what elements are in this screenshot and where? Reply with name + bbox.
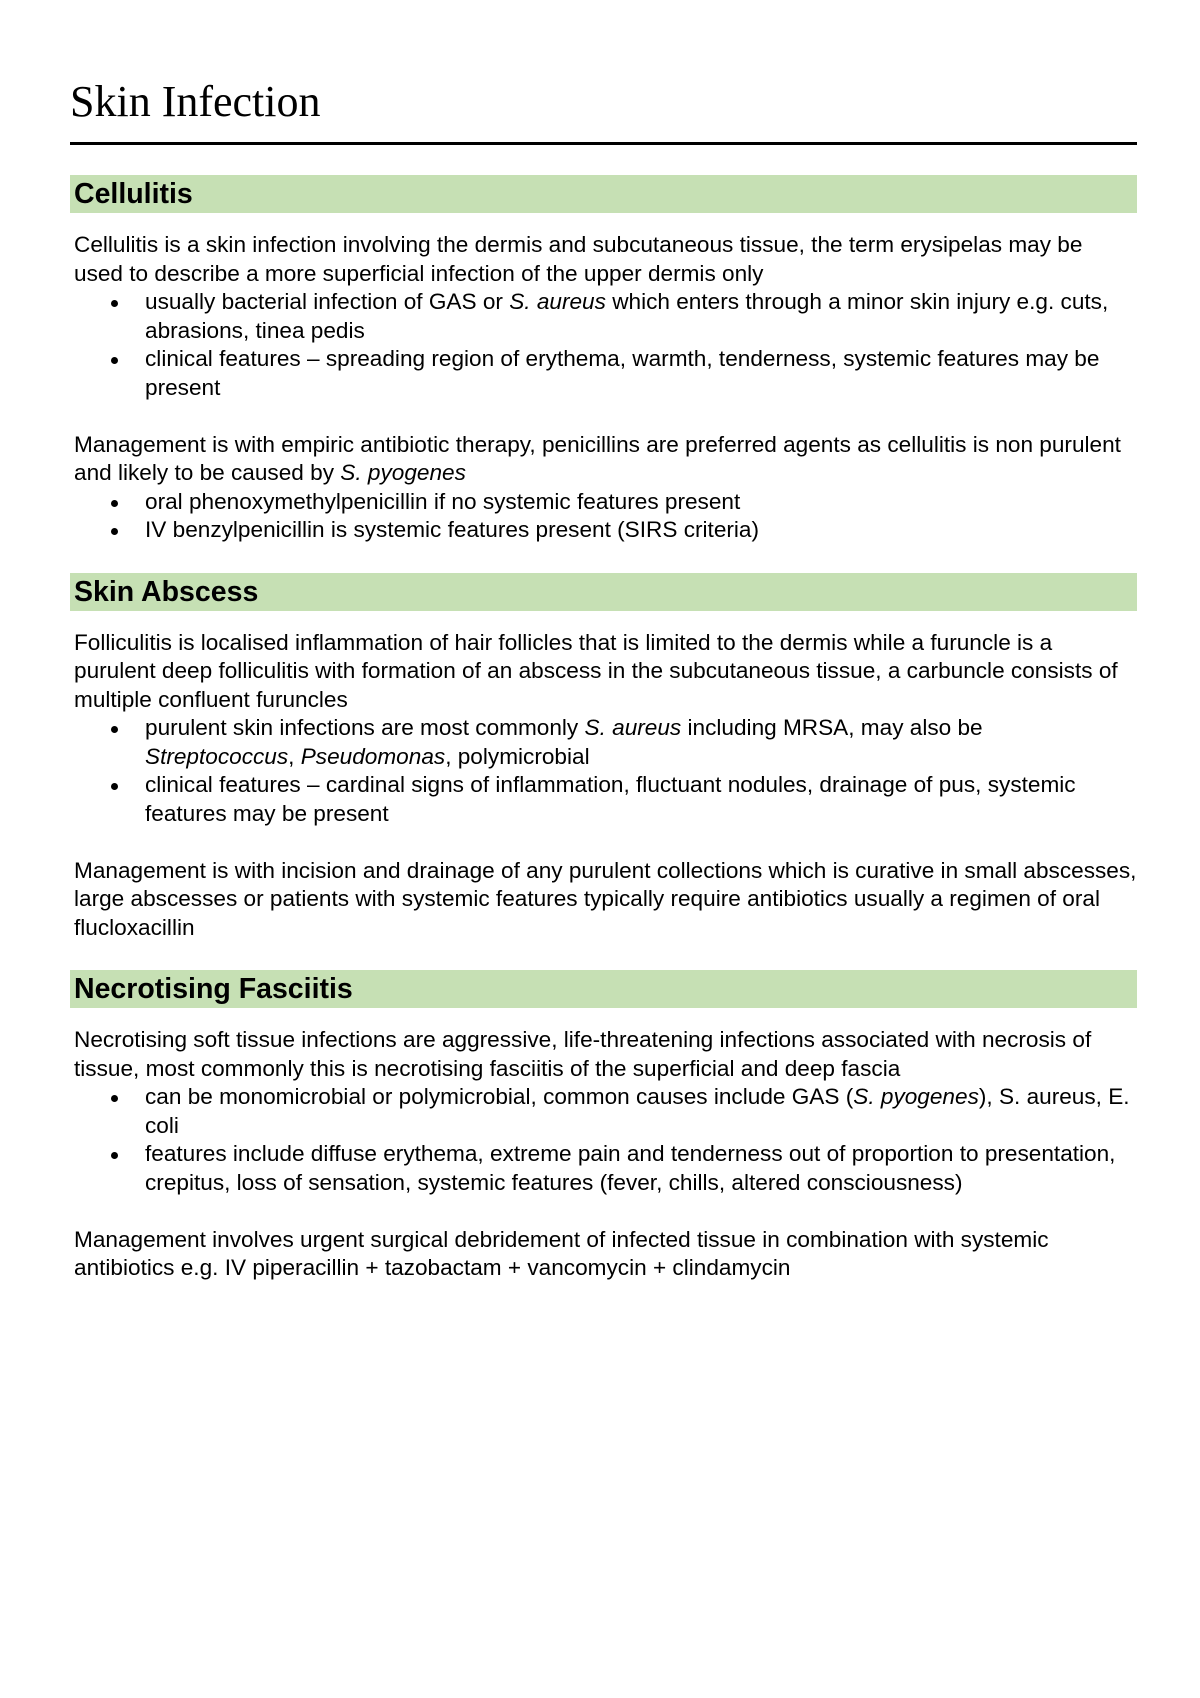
section-heading: Skin Abscess: [70, 573, 1137, 611]
text-run: ,: [288, 743, 301, 769]
intro-paragraph: [74, 629, 1137, 715]
italic-text-run: Pseudomonas: [300, 743, 446, 769]
text-run: Management is with incision and drainage of any purulent collections which is curative in small abscesses, large abscesses or patients with systemic features typically require antibiotics usually a regimen of oral flucloxacillin: [74, 857, 1137, 940]
italic-text-run: S. pyogenes: [340, 460, 466, 485]
management-paragraph: [74, 857, 1137, 943]
italic-text-run: Streptococcus: [145, 743, 289, 769]
section-heading: Necrotising Fasciitis: [70, 970, 1137, 1008]
bullet-item: [145, 288, 1137, 345]
bullet-dot-icon: [111, 783, 118, 790]
section-cellulitis: [70, 175, 1137, 545]
text-run: oral phenoxymethylpenicillin if no systemic features present: [145, 488, 741, 514]
italic-text-run: S. aureus: [584, 715, 682, 740]
text-run: usually bacterial infection of GAS or: [145, 289, 510, 314]
text-run: clinical features – cardinal signs of inflammation, fluctuant nodules, drainage of pus, systemic features may be present: [145, 772, 1076, 826]
management-paragraph: [74, 431, 1137, 488]
section-heading: Cellulitis: [70, 175, 1137, 213]
text-run: , polymicrobial: [445, 743, 590, 769]
bullet-dot-icon: [111, 1095, 118, 1102]
text-run: Management is with empiric antibiotic therapy, penicillins are preferred agents as cellulitis is non purulent and likely to be caused by: [74, 431, 1121, 485]
bullet-item: [145, 516, 1137, 545]
bullet-list: [70, 714, 1137, 828]
section-necrotising-fasciitis: [70, 970, 1137, 1283]
paragraph-spacer: [70, 1197, 1137, 1226]
document-page: [70, 0, 1137, 1311]
title-underline: [70, 142, 1137, 145]
text-run: ), S. aureus, E. coli: [145, 1084, 1130, 1138]
bullet-list: [70, 1083, 1137, 1197]
text-run: purulent skin infections are most commonly: [145, 715, 585, 740]
text-run: Folliculitis is localised inflammation of hair follicles that is limited to the dermis while a furuncle is a purulent deep folliculitis with formation of an abscess in the subcutaneous tissue, a carbuncle consists of multiple confluent furuncles: [74, 629, 1118, 712]
intro-paragraph: [74, 231, 1137, 288]
sections-container: [70, 175, 1137, 1283]
management-paragraph: [74, 1226, 1137, 1283]
bullet-item: [145, 714, 1137, 771]
text-run: features include diffuse erythema, extreme pain and tenderness out of proportion to presentation, crepitus, loss of sensation, systemic features (fever, chills, altered consciousness): [145, 1141, 1116, 1195]
bullet-item: [145, 1083, 1137, 1140]
management-bullet-list: [70, 488, 1137, 545]
bullet-list: [70, 288, 1137, 402]
text-run: clinical features – spreading region of erythema, warmth, tenderness, systemic features may be present: [145, 346, 1100, 400]
bullet-item: [145, 345, 1137, 402]
bullet-dot-icon: [111, 500, 118, 507]
paragraph-spacer: [70, 828, 1137, 857]
text-run: Necrotising soft tissue infections are aggressive, life-threatening infections associated with necrosis of tissue, most commonly this is necrotising fasciitis of the superficial and deep fascia: [74, 1027, 1092, 1081]
bullet-dot-icon: [111, 357, 118, 364]
intro-paragraph: [74, 1026, 1137, 1083]
text-run: which enters through a minor skin injury e.g. cuts, abrasions, tinea pedis: [145, 289, 1109, 343]
italic-text-run: S. pyogenes: [853, 1084, 979, 1109]
paragraph-spacer: [70, 402, 1137, 431]
section-skin-abscess: [70, 573, 1137, 943]
text-run: Management involves urgent surgical debridement of infected tissue in combination with systemic antibiotics e.g. IV piperacillin + tazobactam + vancomycin + clindamycin: [74, 1226, 1049, 1280]
bullet-dot-icon: [111, 726, 118, 733]
bullet-dot-icon: [111, 300, 118, 307]
bullet-dot-icon: [111, 1152, 118, 1159]
text-run: can be monomicrobial or polymicrobial, common causes include GAS (: [145, 1084, 854, 1109]
bullet-item: [145, 488, 1137, 517]
document-title: Skin Infection: [70, 77, 321, 126]
bullet-item: [145, 771, 1137, 828]
bullet-item: [145, 1140, 1137, 1197]
text-run: including MRSA, may also be: [681, 715, 983, 740]
text-run: Cellulitis is a skin infection involving the dermis and subcutaneous tissue, the term erysipelas may be used to describe a more superficial infection of the upper dermis only: [74, 232, 1083, 286]
text-run: IV benzylpenicillin is systemic features present (SIRS criteria): [145, 517, 760, 542]
italic-text-run: S. aureus: [509, 289, 606, 314]
bullet-dot-icon: [111, 528, 118, 535]
